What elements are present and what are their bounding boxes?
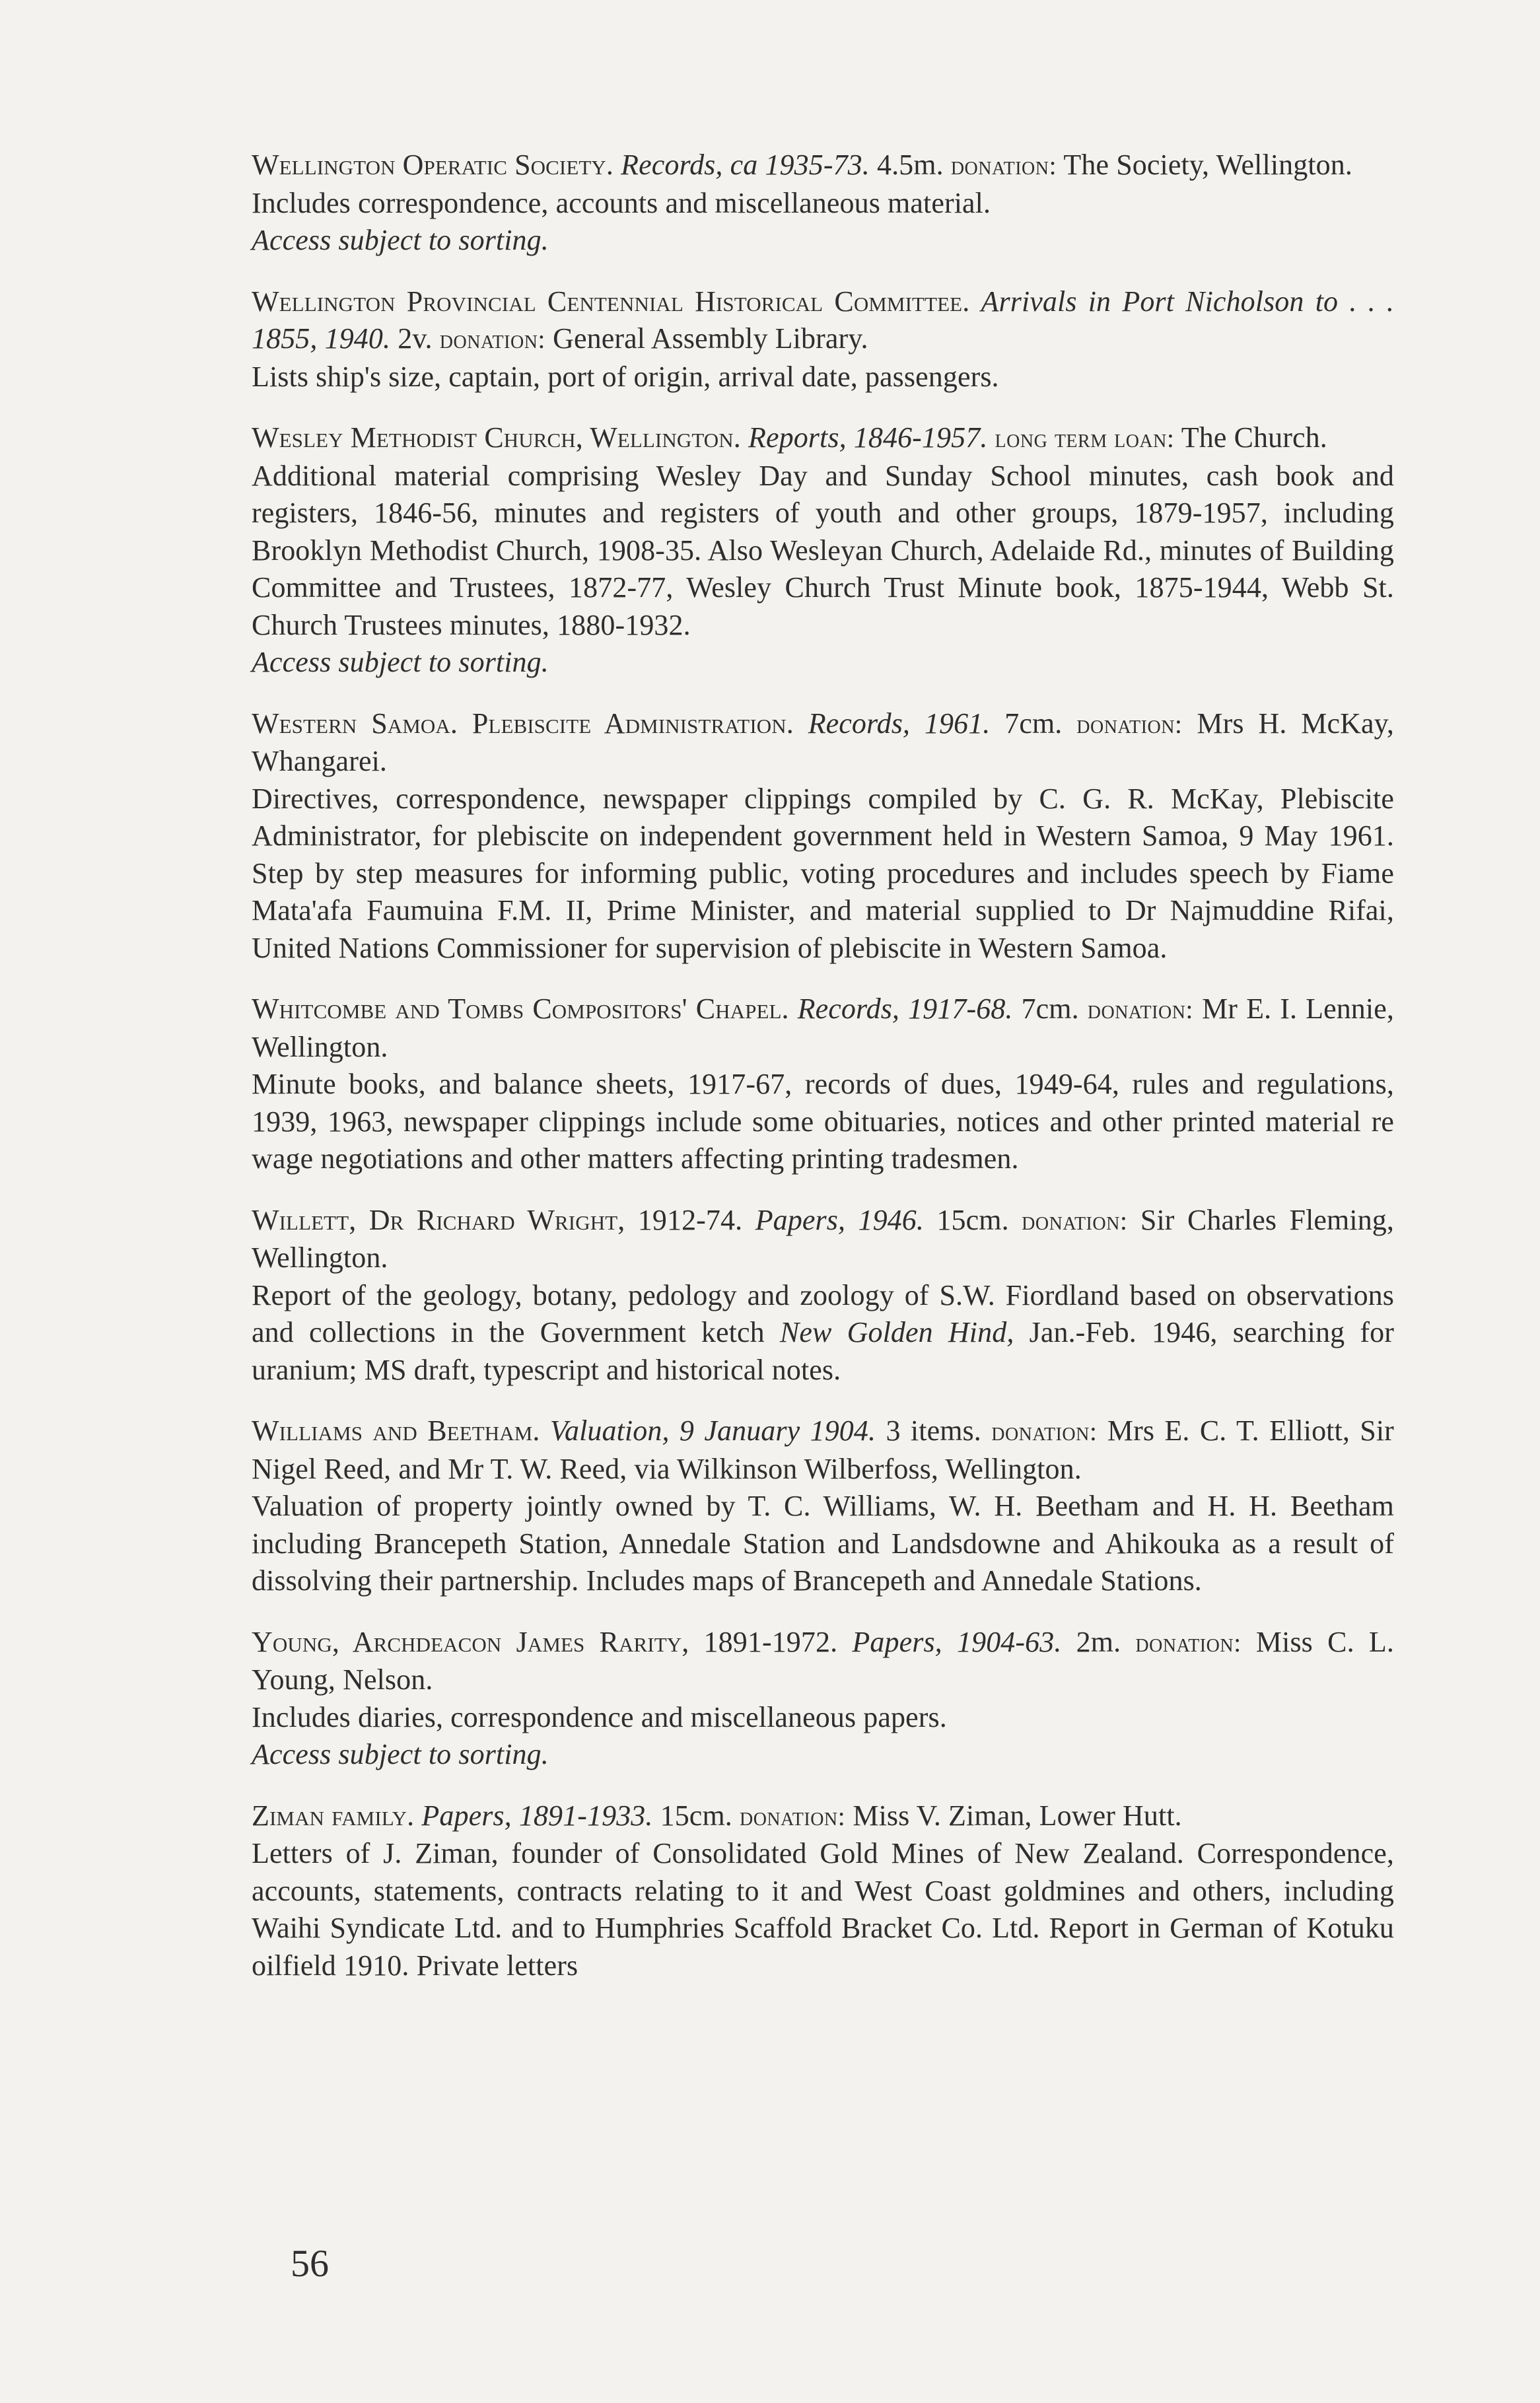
- entry-description: Letters of J. Ziman, founder of Consolidated Gold Mines of New Zealand. Correspondence, accounts, statements, contracts relating to it and West Coast goldmines and others, including Waihi Syndicate Ltd. and to Humphries Scaffold Bracket Co. Ltd. Report in German of Kotuku oilfield 1910. Private letters: [252, 1837, 1394, 1982]
- entry-access-note: Access subject to sorting.: [252, 1738, 549, 1770]
- entry-header: [252, 1412, 1394, 1488]
- entry-description: Directives, correspondence, newspaper clippings compiled by C. G. R. McKay, Plebiscite Administrator, for plebiscite on independent government held in Western Samoa, 9 May 1961. Step by step measures for informing public, voting procedures and includes speech by Fiame Mata'afa Faumuina F.M. II, Prime Minister, and material supplied to Dr Najmuddine Rifai, United Nations Commissioner for supervision of plebiscite in Western Samoa.: [252, 782, 1394, 964]
- entry-description: Includes diaries, correspondence and miscellaneous papers.: [252, 1700, 947, 1733]
- entry-source: The Church.: [1181, 421, 1327, 454]
- page-number: 56: [291, 2242, 329, 2285]
- entry-source-label: donation:: [1076, 709, 1183, 739]
- entry-source: Mrs E. C. T. Elliott, Sir Nigel Reed, and Mr T. W. Reed, via Wilkinson Wilberfoss, Wellington.: [252, 1414, 1394, 1485]
- entry-title: Records, 1961.: [808, 707, 991, 740]
- entry-source-label: donation:: [1135, 1627, 1242, 1657]
- entry-source-label: long term loan:: [995, 423, 1175, 453]
- entry-source: Miss C. L. Young, Nelson.: [252, 1625, 1394, 1696]
- catalogue-page: [252, 147, 1394, 2008]
- entry-title: Reports, 1846-1957.: [748, 421, 988, 454]
- entry-title: Papers, 1891-1933.: [421, 1799, 653, 1832]
- entry-description: Includes correspondence, accounts and miscellaneous material.: [252, 186, 991, 219]
- entry-heading: Wellington Operatic Society.: [252, 149, 614, 181]
- entry-source-label: donation:: [991, 1416, 1098, 1446]
- entry-title: Valuation, 9 January 1904.: [549, 1414, 876, 1447]
- entry-title: Records, 1917-68.: [797, 993, 1013, 1025]
- entry-access-note: Access subject to sorting.: [252, 224, 549, 256]
- entry-header: [252, 1202, 1394, 1277]
- catalogue-entry: [252, 1202, 1394, 1389]
- entry-description-text: Report of the geology, botany, pedology and zoology of S.W. Fiordland based on observations and collections in the Government ketch: [252, 1278, 1394, 1348]
- entry-source: The Society, Wellington.: [1063, 149, 1352, 181]
- entry-header: [252, 991, 1394, 1066]
- entry-source-label: donation:: [439, 324, 546, 354]
- entry-source-label: donation:: [1022, 1205, 1128, 1236]
- entry-source: General Assembly Library.: [553, 322, 868, 355]
- catalogue-entry: [252, 1624, 1394, 1774]
- entry-description-text: Jan.-Feb. 1946, searching for uranium; MS draft, typescript and historical notes.: [252, 1316, 1394, 1386]
- catalogue-entry: [252, 283, 1394, 396]
- entry-extent: 3 items.: [886, 1414, 981, 1447]
- catalogue-entry: [252, 705, 1394, 967]
- entry-access-note: Access subject to sorting.: [252, 646, 549, 678]
- entry-extent: 7cm.: [1021, 993, 1079, 1025]
- entry-description: [252, 1277, 1394, 1389]
- entry-extent: 15cm.: [660, 1799, 732, 1832]
- entry-heading: Young, Archdeacon James Rarity, 1891-1972.: [252, 1625, 838, 1658]
- entry-extent: 2v.: [398, 322, 433, 355]
- entry-description: Additional material comprising Wesley Day and Sunday School minutes, cash book and registers, 1846-56, minutes and registers of youth and other groups, 1879-1957, including Brooklyn Methodist Church, 1908-35. Also Wesleyan Church, Adelaide Rd., minutes of Building Committee and Trustees, 1872-77, Wesley Church Trust Minute book, 1875-1944, Webb St. Church Trustees minutes, 1880-1932.: [252, 459, 1394, 641]
- entry-heading: Western Samoa. Plebiscite Administration.: [252, 707, 794, 740]
- entry-title: Arrivals in Port Nicholson to . . . 1855, 1940.: [252, 285, 1395, 355]
- entry-source: Sir Charles Fleming, Wellington.: [252, 1203, 1395, 1274]
- entry-source: Mr E. I. Lennie, Wellington.: [252, 993, 1394, 1063]
- entry-source-label: donation:: [950, 151, 1057, 180]
- vessel-name: New Golden Hind,: [779, 1316, 1014, 1348]
- entry-header: [252, 147, 1394, 185]
- entry-title: Papers, 1946.: [755, 1203, 924, 1236]
- entry-extent: 4.5m.: [876, 149, 944, 181]
- entry-extent: 15cm.: [936, 1203, 1009, 1236]
- entry-heading: Whitcombe and Tombs Compositors' Chapel.: [252, 993, 789, 1025]
- catalogue-entry: [252, 1412, 1394, 1600]
- entry-heading: Willett, Dr Richard Wright, 1912-74.: [252, 1203, 743, 1236]
- entry-header: [252, 705, 1394, 781]
- entry-header: [252, 1797, 1394, 1836]
- entry-source: Mrs H. McKay, Whangarei.: [252, 707, 1394, 777]
- entry-extent: 7cm.: [1004, 707, 1063, 740]
- entry-description: Minute books, and balance sheets, 1917-67, records of dues, 1949-64, rules and regulations, 1939, 1963, newspaper clippings include some obituaries, notices and other printed material re wage negotiations and other matters affecting printing tradesmen.: [252, 1068, 1394, 1175]
- catalogue-entry: [252, 147, 1394, 260]
- entry-header: [252, 283, 1394, 359]
- entry-header: [252, 419, 1394, 458]
- entry-title: Papers, 1904-63.: [852, 1625, 1062, 1658]
- entry-heading: Wesley Methodist Church, Wellington.: [252, 421, 741, 454]
- entry-source: Miss V. Ziman, Lower Hutt.: [853, 1799, 1182, 1832]
- entry-title: Records, ca 1935-73.: [621, 149, 870, 181]
- catalogue-entry: [252, 991, 1394, 1178]
- entry-heading: Williams and Beetham.: [252, 1414, 540, 1447]
- entry-source-label: donation:: [1087, 994, 1194, 1024]
- entry-header: [252, 1624, 1394, 1699]
- catalogue-entry: [252, 419, 1394, 681]
- catalogue-entry: [252, 1797, 1394, 1985]
- entry-description: Lists ship's size, captain, port of origin, arrival date, passengers.: [252, 360, 999, 393]
- entry-heading: Ziman family.: [252, 1799, 415, 1832]
- entry-heading: Wellington Provincial Centennial Historical Committee.: [252, 285, 970, 318]
- entry-extent: 2m.: [1076, 1625, 1121, 1658]
- entry-description: Valuation of property jointly owned by T. C. Williams, W. H. Beetham and H. H. Beetham including Brancepeth Station, Annedale Station and Landsdowne and Ahikouka as a result of dissolving their partnership. Includes maps of Brancepeth and Annedale Stations.: [252, 1490, 1394, 1597]
- entry-source-label: donation:: [739, 1801, 846, 1831]
